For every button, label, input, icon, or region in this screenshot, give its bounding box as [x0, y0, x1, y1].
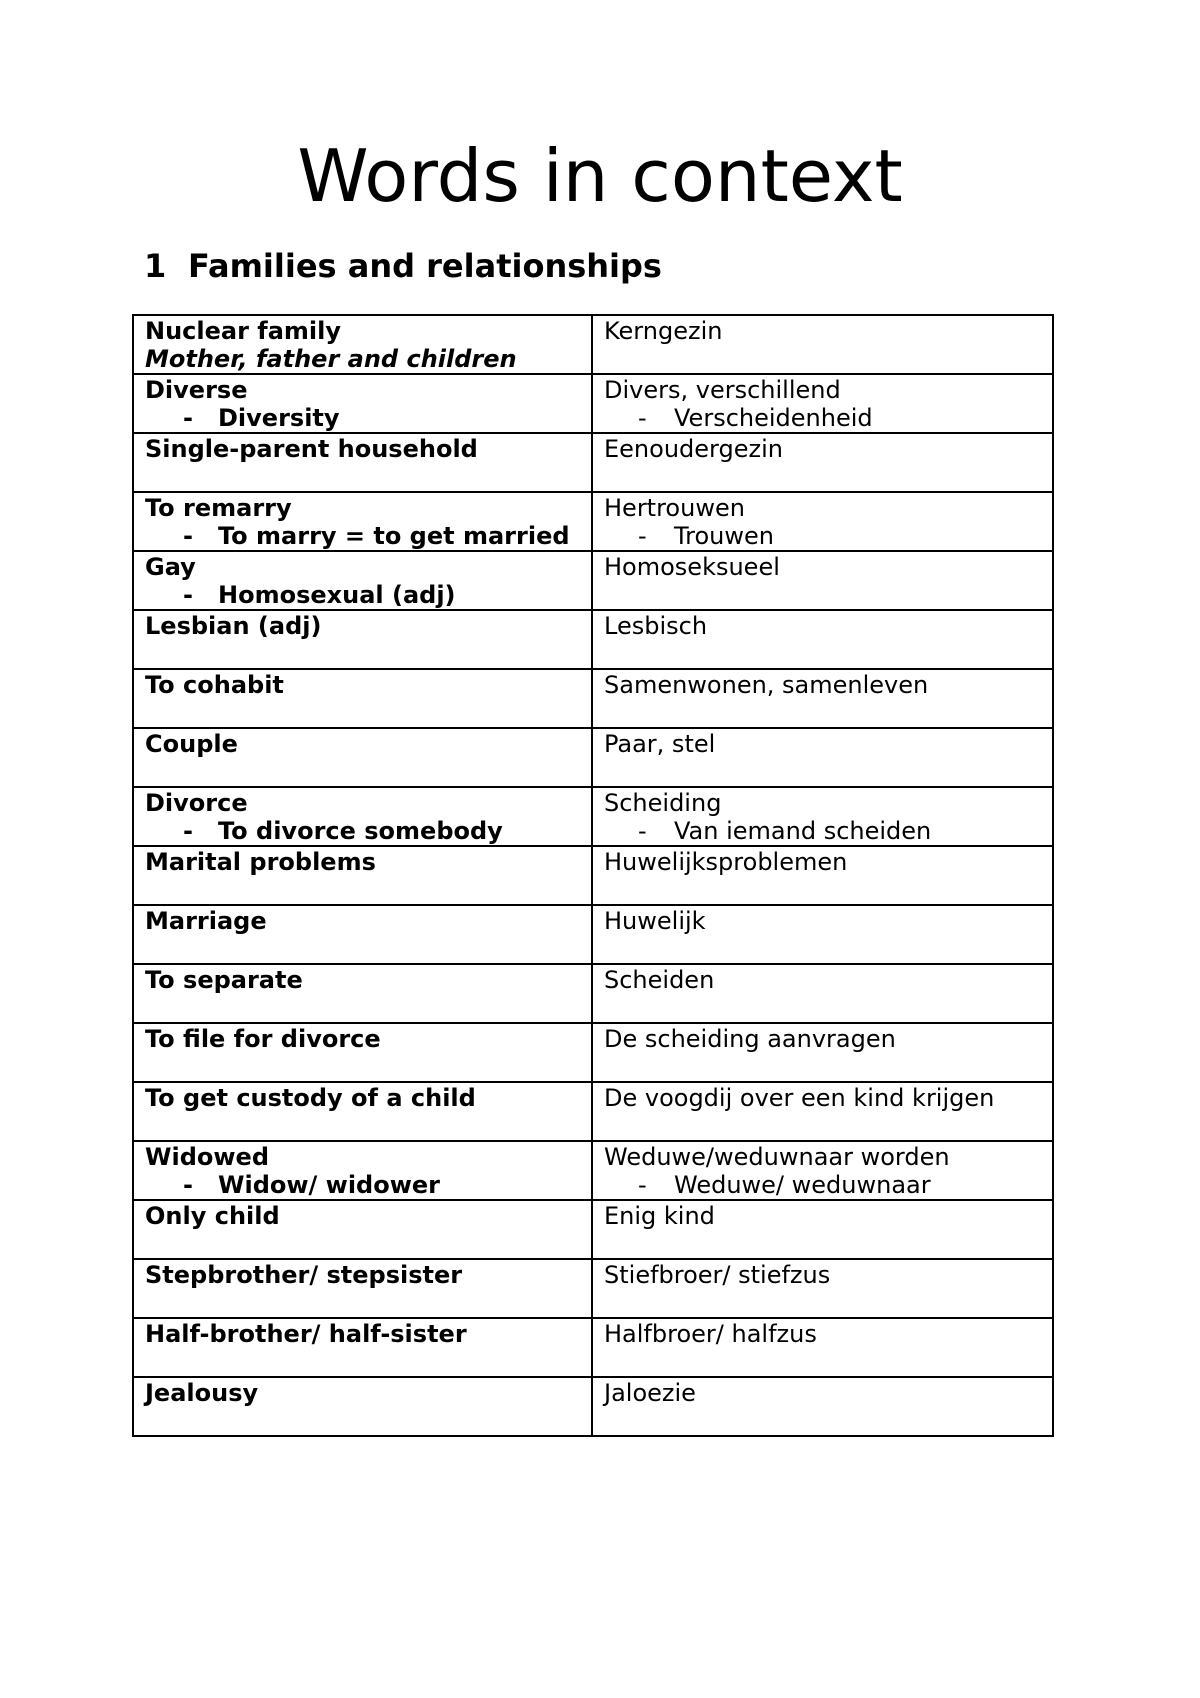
english-term-cell — [133, 787, 592, 846]
english-subterm: Diversity — [218, 404, 340, 432]
dutch-translation: Stiefbroer/ stiefzus — [604, 1261, 831, 1289]
dutch-translation-cell — [592, 315, 1053, 374]
english-term-cell — [133, 1377, 592, 1436]
table-row — [133, 728, 1053, 787]
english-term-cell — [133, 551, 592, 610]
english-term-cell — [133, 905, 592, 964]
dutch-translation: Eenoudergezin — [604, 435, 783, 463]
dutch-subtranslation: Weduwe/ weduwnaar — [674, 1171, 931, 1199]
english-term-cell — [133, 1023, 592, 1082]
table-row — [133, 610, 1053, 669]
table-row — [133, 1141, 1053, 1200]
dutch-translation: Kerngezin — [604, 317, 723, 345]
list-dash: - — [638, 1171, 647, 1199]
dutch-subtranslation-line — [604, 404, 1041, 432]
english-term: Nuclear family — [145, 317, 342, 345]
english-term: Single-parent household — [145, 435, 478, 463]
dutch-translation: Paar, stel — [604, 730, 716, 758]
list-dash: - — [183, 1171, 193, 1199]
list-dash: - — [638, 404, 647, 432]
dutch-translation-cell — [592, 433, 1053, 492]
dutch-translation: Lesbisch — [604, 612, 708, 640]
english-term: Diverse — [145, 376, 248, 404]
dutch-translation-cell — [592, 846, 1053, 905]
english-term-cell — [133, 846, 592, 905]
dutch-subtranslation-line — [604, 522, 1041, 550]
table-row — [133, 492, 1053, 551]
english-term: Jealousy — [145, 1379, 259, 1407]
dutch-translation: Huwelijk — [604, 907, 706, 935]
dutch-translation: De scheiding aanvragen — [604, 1025, 896, 1053]
english-term-cell — [133, 1082, 592, 1141]
dutch-translation-cell — [592, 492, 1053, 551]
list-dash: - — [638, 522, 647, 550]
table-row — [133, 1200, 1053, 1259]
list-dash: - — [638, 817, 647, 845]
dutch-translation: Samenwonen, samenleven — [604, 671, 929, 699]
dutch-translation-cell — [592, 1200, 1053, 1259]
dutch-subtranslation-line — [604, 817, 1041, 845]
table-row — [133, 905, 1053, 964]
page-title: Words in context — [297, 134, 903, 218]
english-term: Widowed — [145, 1143, 269, 1171]
dutch-translation: Hertrouwen — [604, 494, 745, 522]
table-row — [133, 551, 1053, 610]
english-term-cell — [133, 964, 592, 1023]
english-term-cell — [133, 610, 592, 669]
dutch-translation: Halfbroer/ halfzus — [604, 1320, 817, 1348]
vocabulary-table-body — [133, 315, 1053, 1436]
english-term-note: Mother, father and children — [145, 345, 517, 373]
dutch-translation: Scheiding — [604, 789, 722, 817]
table-row — [133, 1082, 1053, 1141]
english-term: Only child — [145, 1202, 280, 1230]
table-row — [133, 669, 1053, 728]
english-term-cell — [133, 433, 592, 492]
english-subterm-line — [145, 817, 580, 845]
dutch-translation-cell — [592, 964, 1053, 1023]
dutch-translation: Homoseksueel — [604, 553, 780, 581]
table-row — [133, 433, 1053, 492]
english-subterm-line — [145, 581, 580, 609]
dutch-subtranslation-line — [604, 1171, 1041, 1199]
dutch-translation-cell — [592, 905, 1053, 964]
dutch-translation-cell — [592, 669, 1053, 728]
english-term: Gay — [145, 553, 196, 581]
section-heading — [144, 247, 662, 285]
english-term-cell — [133, 669, 592, 728]
english-term-cell — [133, 1318, 592, 1377]
english-subterm-line — [145, 1171, 580, 1199]
table-row — [133, 1023, 1053, 1082]
dutch-translation: Jaloezie — [604, 1379, 696, 1407]
english-term-cell — [133, 1259, 592, 1318]
english-term: To remarry — [145, 494, 292, 522]
dutch-translation: De voogdij over een kind krijgen — [604, 1084, 995, 1112]
table-row — [133, 315, 1053, 374]
english-term-cell — [133, 374, 592, 433]
vocabulary-table — [132, 314, 1054, 1437]
dutch-translation: Enig kind — [604, 1202, 715, 1230]
section-number: 1 — [144, 247, 167, 285]
dutch-subtranslation: Van iemand scheiden — [674, 817, 932, 845]
english-term: Couple — [145, 730, 238, 758]
table-row — [133, 964, 1053, 1023]
english-term: To file for divorce — [145, 1025, 381, 1053]
dutch-translation: Divers, verschillend — [604, 376, 841, 404]
dutch-translation-cell — [592, 610, 1053, 669]
table-row — [133, 1318, 1053, 1377]
dutch-translation: Huwelijksproblemen — [604, 848, 848, 876]
dutch-translation-cell — [592, 1023, 1053, 1082]
table-row — [133, 1259, 1053, 1318]
dutch-translation-cell — [592, 787, 1053, 846]
english-subterm-line — [145, 404, 580, 432]
table-row — [133, 787, 1053, 846]
english-subterm: To marry = to get married — [218, 522, 570, 550]
english-term-cell — [133, 315, 592, 374]
dutch-subtranslation: Verscheidenheid — [674, 404, 873, 432]
english-subterm: To divorce somebody — [218, 817, 503, 845]
dutch-translation: Weduwe/weduwnaar worden — [604, 1143, 950, 1171]
table-row — [133, 1377, 1053, 1436]
english-term: Stepbrother/ stepsister — [145, 1261, 463, 1289]
table-row — [133, 846, 1053, 905]
dutch-subtranslation: Trouwen — [674, 522, 774, 550]
list-dash: - — [183, 581, 193, 609]
dutch-translation-cell — [592, 1141, 1053, 1200]
english-subterm-line — [145, 522, 580, 550]
english-term-cell — [133, 1200, 592, 1259]
english-term-cell — [133, 492, 592, 551]
english-term: Divorce — [145, 789, 248, 817]
english-term: To get custody of a child — [145, 1084, 476, 1112]
english-term: Lesbian (adj) — [145, 612, 322, 640]
english-subterm: Homosexual (adj) — [218, 581, 456, 609]
list-dash: - — [183, 817, 193, 845]
english-term-cell — [133, 728, 592, 787]
dutch-translation-cell — [592, 1318, 1053, 1377]
english-term: Marital problems — [145, 848, 376, 876]
english-subterm: Widow/ widower — [218, 1171, 441, 1199]
english-term: Half-brother/ half-sister — [145, 1320, 467, 1348]
table-row — [133, 374, 1053, 433]
dutch-translation: Scheiden — [604, 966, 715, 994]
english-term: To separate — [145, 966, 303, 994]
english-term: Marriage — [145, 907, 267, 935]
dutch-translation-cell — [592, 1082, 1053, 1141]
section-title: Families and relationships — [188, 247, 662, 285]
dutch-translation-cell — [592, 1259, 1053, 1318]
list-dash: - — [183, 404, 193, 432]
english-term: To cohabit — [145, 671, 284, 699]
dutch-translation-cell — [592, 374, 1053, 433]
list-dash: - — [183, 522, 193, 550]
dutch-translation-cell — [592, 728, 1053, 787]
dutch-translation-cell — [592, 1377, 1053, 1436]
english-term-cell — [133, 1141, 592, 1200]
dutch-translation-cell — [592, 551, 1053, 610]
